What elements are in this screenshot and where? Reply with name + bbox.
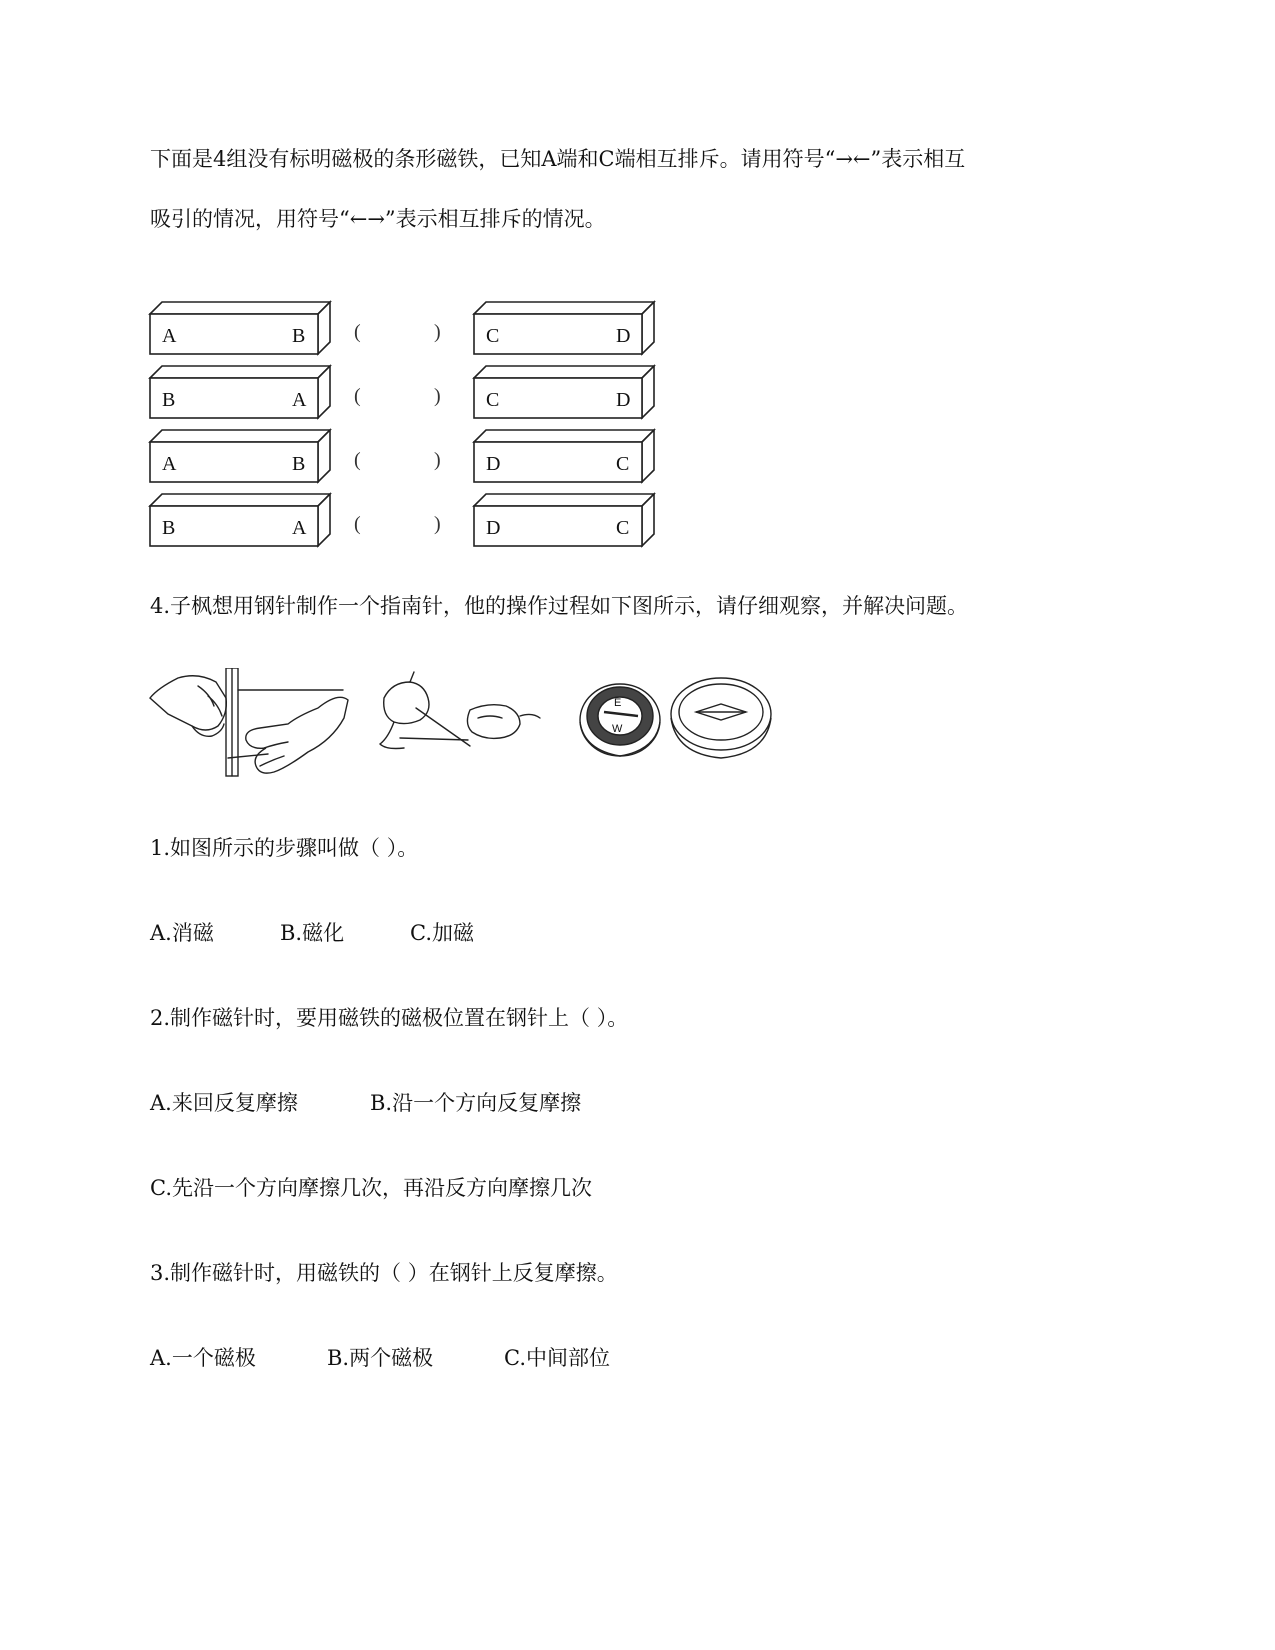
magnet-pole-label: B <box>292 325 306 347</box>
magnet-pole-label: C <box>616 517 630 539</box>
q1-option-a: A.消磁 <box>150 921 214 945</box>
magnet-row <box>150 302 654 354</box>
answer-paren-close: ) <box>434 321 441 343</box>
magnet-pole-label: D <box>486 453 501 475</box>
magnet-pole-label: B <box>162 517 176 539</box>
bar-magnet-right-1 <box>474 302 654 354</box>
magnet-pole-label: D <box>616 389 631 411</box>
question-2-options <box>150 1089 581 1117</box>
magnet-pole-label: D <box>616 325 631 347</box>
water-dish-drawing <box>671 678 771 758</box>
q2-option-c: C.先沿一个方向摩擦几次，再沿反方向摩擦几次 <box>150 1176 592 1200</box>
magnet-pole-label: B <box>292 453 306 475</box>
magnet-pairs-figure <box>148 300 688 565</box>
bar-magnet-right-4 <box>474 494 654 546</box>
compass-letter-w: W <box>612 723 623 735</box>
magnet-pole-label: C <box>486 389 500 411</box>
q2-option-a: A.来回反复摩擦 <box>150 1091 298 1115</box>
bar-magnet-left-3 <box>150 430 330 482</box>
q1-option-c: C.加磁 <box>410 921 474 945</box>
intro-line-2: 吸引的情况，用符号“←→”表示相互排斥的情况。 <box>150 207 606 231</box>
bar-magnet-left-4 <box>150 494 330 546</box>
q3-option-b: B.两个磁极 <box>327 1346 434 1370</box>
question-3: 3.制作磁针时，用磁铁的（ ）在钢针上反复摩擦。 <box>150 1261 618 1285</box>
magnet-pole-label: C <box>486 325 500 347</box>
q2-option-b: B.沿一个方向反复摩擦 <box>370 1091 582 1115</box>
answer-paren-open: ( <box>354 449 361 471</box>
magnet-pole-label: A <box>292 389 307 411</box>
bar-magnet-left-1 <box>150 302 330 354</box>
answer-paren-open: ( <box>354 513 361 535</box>
q3-option-a: A.一个磁极 <box>150 1346 256 1370</box>
magnetizing-illustration <box>148 668 828 796</box>
magnet-pole-label: A <box>292 517 307 539</box>
question-2: 2.制作磁针时，要用磁铁的磁极位置在钢针上（ ）。 <box>150 1006 629 1030</box>
intro-line-1: 下面是4组没有标明磁极的条形磁铁，已知A端和C端相互排斥。请用符号“→←”表示相互 <box>150 147 966 171</box>
compass-letter-e: E <box>614 697 622 709</box>
holding-needle-drawing <box>380 672 540 749</box>
answer-paren-open: ( <box>354 321 361 343</box>
problem4-stem: 4.子枫想用钢针制作一个指南针，他的操作过程如下图所示，请仔细观察，并解决问题。 <box>150 594 969 618</box>
compass-drawing <box>580 684 660 756</box>
magnet-row <box>150 494 654 546</box>
magnet-pole-label: A <box>162 325 177 347</box>
question-1-options <box>150 919 474 947</box>
answer-paren-open: ( <box>354 385 361 407</box>
magnet-pole-label: C <box>616 453 630 475</box>
answer-paren-close: ) <box>434 385 441 407</box>
question-3-options <box>150 1344 610 1372</box>
answer-paren-close: ) <box>434 449 441 471</box>
bar-magnet-left-2 <box>150 366 330 418</box>
magnet-row <box>150 366 654 418</box>
q1-option-b: B.磁化 <box>280 921 345 945</box>
magnet-pole-label: D <box>486 517 501 539</box>
magnet-row <box>150 430 654 482</box>
answer-paren-close: ) <box>434 513 441 535</box>
rubbing-hands-drawing <box>150 668 348 776</box>
magnet-pole-label: B <box>162 389 176 411</box>
magnet-pole-label: A <box>162 453 177 475</box>
bar-magnet-right-2 <box>474 366 654 418</box>
bar-magnet-right-3 <box>474 430 654 482</box>
question-1: 1.如图所示的步骤叫做（ ）。 <box>150 836 419 860</box>
q3-option-c: C.中间部位 <box>504 1346 610 1370</box>
